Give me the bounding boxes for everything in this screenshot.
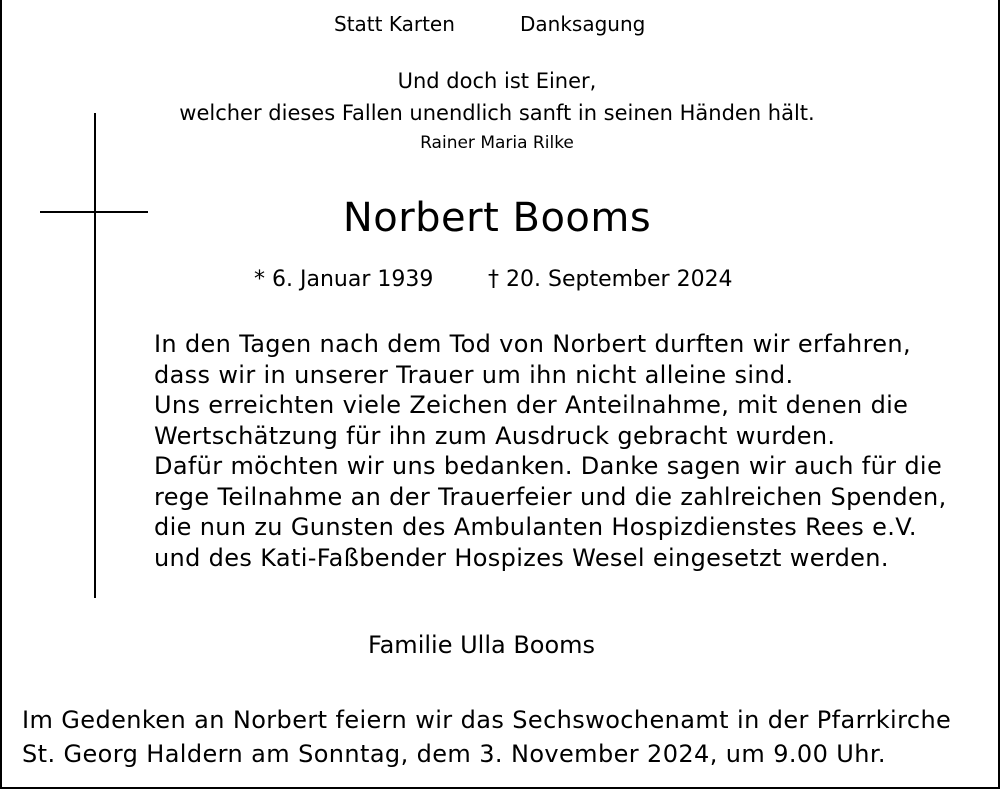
message-line: die nun zu Gunsten des Ambulanten Hospizdienstes Rees e.V.: [154, 513, 917, 541]
footer-line: Im Gedenken an Norbert feiern wir das Sechswochenamt in der Pfarrkirche: [22, 706, 952, 734]
message-line: Dafür möchten wir uns bedanken. Danke sagen wir auch für die: [154, 452, 943, 480]
message-line: und des Kati-Faßbender Hospizes Wesel eingesetzt werden.: [154, 543, 889, 572]
message-line: Uns erreichten viele Zeichen der Anteilnahme, mit denen die: [154, 391, 909, 419]
message-line: In den Tagen nach dem Tod von Norbert durften wir erfahren,: [154, 330, 911, 358]
poem-quote: [2, 65, 992, 129]
family-signature: Familie Ulla Booms: [368, 631, 596, 659]
quote-line-1: Und doch ist Einer,: [397, 69, 597, 93]
death-date: † 20. September 2024: [488, 267, 733, 292]
quote-line-2: welcher dieses Fallen unendlich sanft in seinen Händen hält.: [179, 101, 815, 125]
memorial-mass-notice: [22, 703, 992, 771]
header-danksagung: Danksagung: [520, 12, 646, 36]
message-line: Wertschätzung für ihn zum Ausdruck gebracht wurden.: [154, 421, 836, 450]
thank-you-message: [154, 329, 984, 573]
header-statt-karten: Statt Karten: [334, 12, 455, 36]
birth-date: * 6. Januar 1939: [254, 267, 434, 292]
message-line: rege Teilnahme an der Trauerfeier und die zahlreichen Spenden,: [154, 482, 947, 511]
message-line: dass wir in unserer Trauer um ihn nicht alleine sind.: [154, 360, 794, 389]
cross-icon: [94, 113, 96, 598]
footer-line: St. Georg Haldern am Sonntag, dem 3. November 2024, um 9.00 Uhr.: [22, 740, 886, 768]
deceased-name: Norbert Booms: [342, 195, 652, 241]
quote-author: Rainer Maria Rilke: [420, 133, 574, 153]
